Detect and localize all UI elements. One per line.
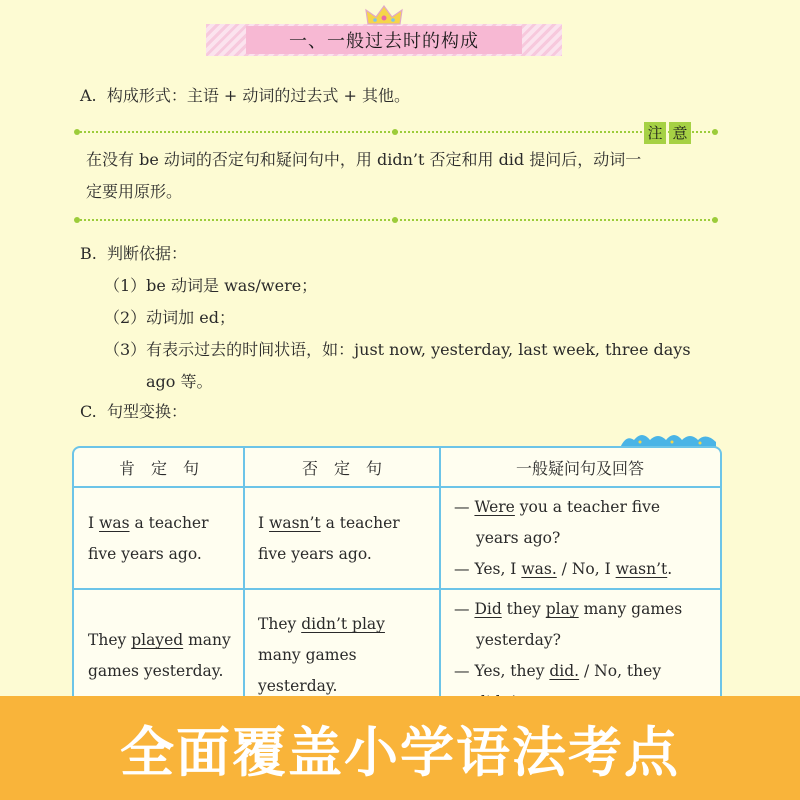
note-tag: 注 意 — [644, 122, 691, 144]
item-b-3-cont: ago 等。 — [146, 372, 213, 391]
header-affirmative: 肯 定 句 — [118, 458, 199, 478]
header-question: 一般疑问句及回答 — [515, 458, 644, 478]
promo-banner — [0, 696, 800, 800]
item-b-title: B. 判断依据： — [80, 244, 188, 263]
divider-dot — [392, 129, 398, 135]
table-header — [74, 448, 720, 488]
crown-icon — [364, 4, 404, 28]
item-c-title: C. 句型变换： — [80, 402, 187, 421]
row-divider — [74, 588, 720, 590]
divider-dot — [74, 129, 80, 135]
item-b-3: （3）有表示过去的时间状语，如：just now, yesterday, last week, three days — [104, 340, 691, 359]
row2-question: — Did they play many games yesterday? — Yes, they did. / No, they — [454, 600, 683, 680]
promo-banner-text: 全面覆盖小学语法考点 — [120, 720, 680, 784]
row1-negative: I wasn’t a teacher five years ago. — [258, 514, 400, 563]
divider-dot — [712, 129, 718, 135]
row2-affirmative: They played many games yesterday. — [88, 631, 231, 680]
note-text-line1: 在没有 be 动词的否定句和疑问句中，用 didn’t 否定和用 did 提问后，动词一 — [86, 150, 642, 169]
divider-dot — [392, 217, 398, 223]
row1-affirmative: I was a teacher five years ago. — [88, 514, 209, 563]
divider-dot — [74, 217, 80, 223]
item-a: A. 构成形式：主语 + 动词的过去式 + 其他。 — [80, 86, 410, 105]
row1-question: — Were you a teacher five years ago? — Yes, I was. / No, I wasn’t. — [454, 498, 673, 578]
row2-negative: They didn’t play many games yesterday. — [258, 615, 385, 695]
note-text-line2: 定要用原形。 — [86, 182, 183, 201]
header-negative: 否 定 句 — [301, 458, 382, 478]
item-b-1: （1）be 动词是 was/were； — [104, 276, 318, 295]
divider-dot — [712, 217, 718, 223]
wave-decoration — [620, 428, 716, 448]
section-title: 一、一般过去时的构成 — [246, 26, 522, 54]
item-b-2: （2）动词加 ed； — [104, 308, 235, 327]
item-a-text: 构成形式：主语 + 动词的过去式 + 其他。 — [106, 86, 410, 105]
